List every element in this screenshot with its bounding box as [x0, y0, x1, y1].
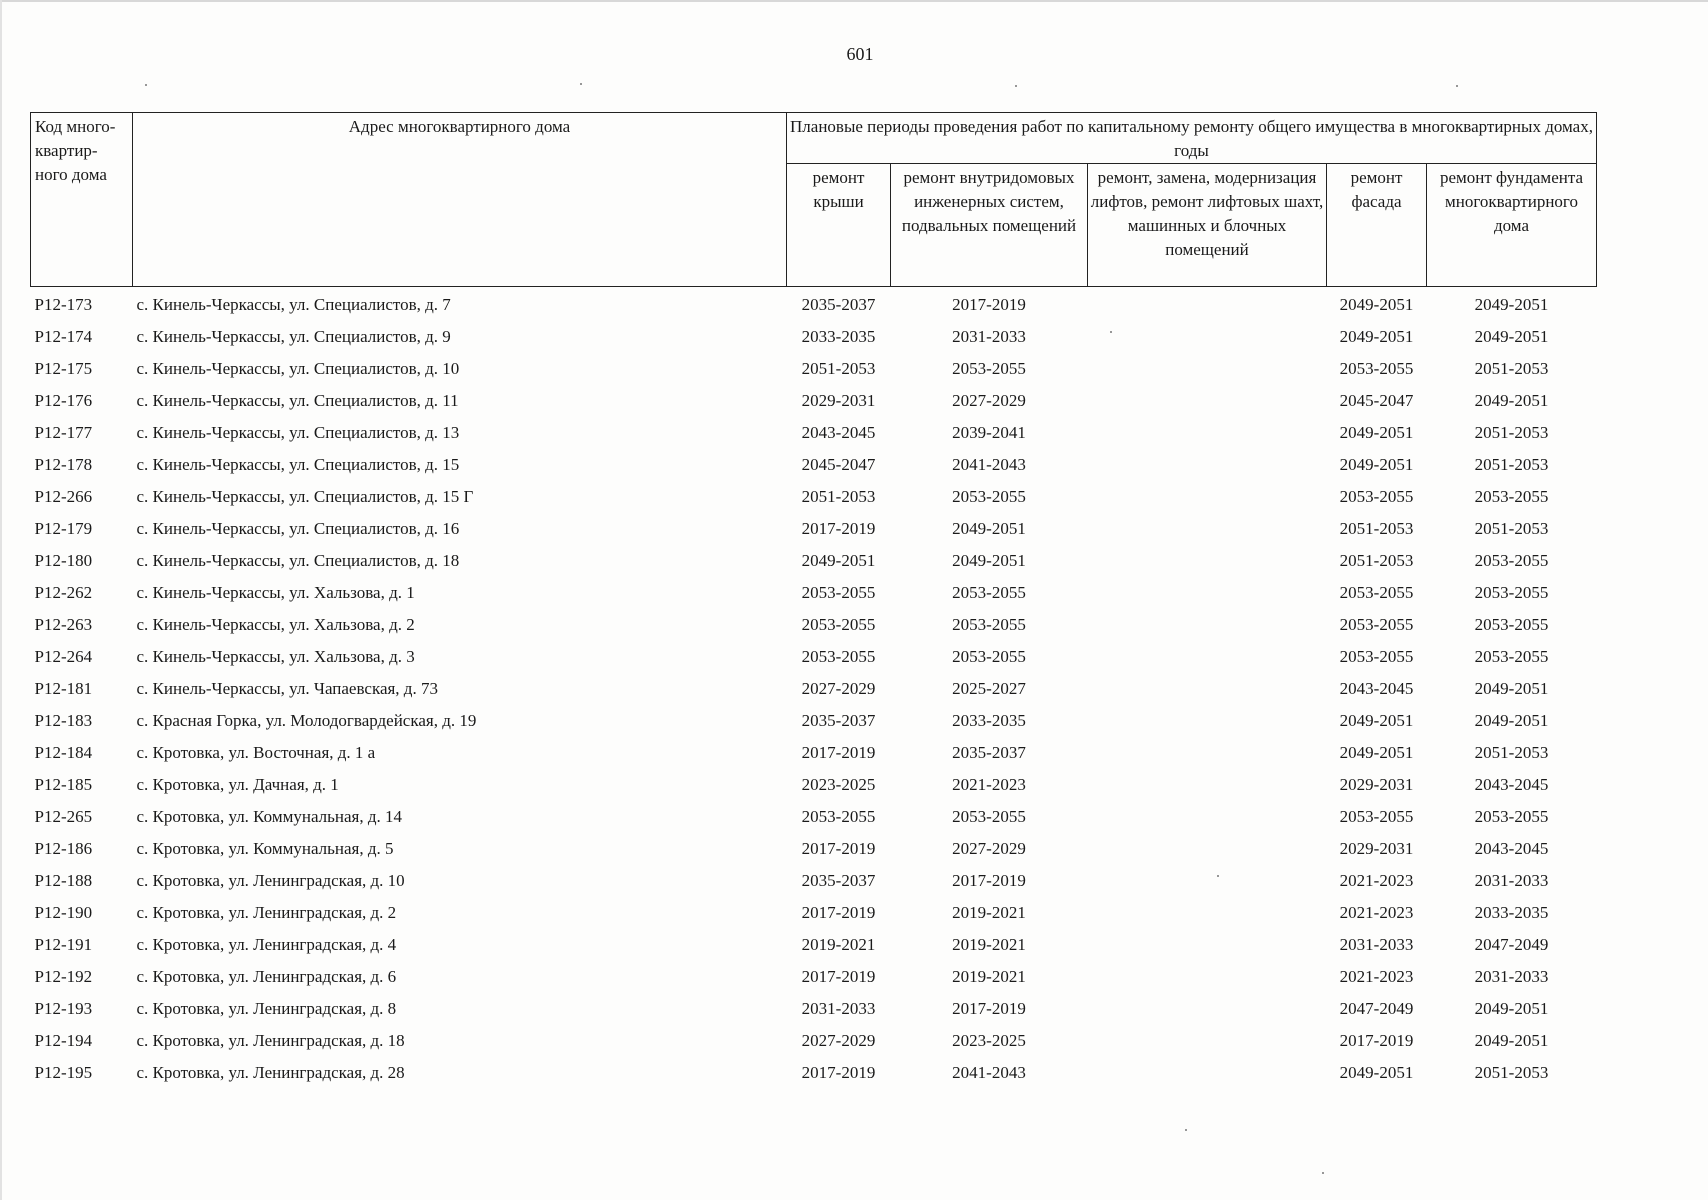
cell-code: P12-192	[34, 967, 93, 986]
cell-lifts	[1088, 897, 1327, 929]
cell-roof: 2035-2037	[801, 711, 876, 730]
cell-engineering: 2019-2021	[952, 903, 1026, 922]
cell-facade: 2029-2031	[1339, 839, 1414, 858]
cell-address: с. Кинель-Черкассы, ул. Специалистов, д. 13	[136, 423, 460, 442]
table-row	[31, 641, 1597, 673]
cell-lifts	[1088, 641, 1327, 673]
cell-foundation: 2053-2055	[1474, 615, 1549, 634]
cell-foundation: 2043-2045	[1474, 839, 1549, 858]
cell-roof: 2017-2019	[801, 967, 876, 986]
cell-address: с. Кинель-Черкассы, ул. Специалистов, д. 7	[136, 295, 451, 314]
cell-lifts	[1088, 801, 1327, 833]
cell-facade: 2049-2051	[1339, 455, 1414, 474]
table-row	[31, 833, 1597, 865]
cell-lifts	[1088, 769, 1327, 801]
cell-facade: 2029-2031	[1339, 775, 1414, 794]
cell-address: с. Кротовка, ул. Дачная, д. 1	[136, 775, 339, 794]
cell-code: P12-176	[34, 391, 93, 410]
cell-roof: 2031-2033	[801, 999, 876, 1018]
cell-facade: 2053-2055	[1339, 807, 1414, 826]
cell-roof: 2053-2055	[801, 807, 876, 826]
cell-code: P12-191	[34, 935, 93, 954]
cell-address: с. Кинель-Черкассы, ул. Хальзова, д. 2	[136, 615, 415, 634]
cell-engineering: 2053-2055	[952, 615, 1026, 634]
cell-address: с. Кинель-Черкассы, ул. Специалистов, д. 18	[136, 551, 460, 570]
cell-lifts	[1088, 1025, 1327, 1057]
cell-address: с. Кинель-Черкассы, ул. Специалистов, д. 10	[136, 359, 460, 378]
cell-lifts	[1088, 993, 1327, 1025]
scan-speck	[580, 83, 582, 85]
cell-code: P12-177	[34, 423, 93, 442]
cell-address: с. Кротовка, ул. Ленинградская, д. 10	[136, 871, 405, 890]
cell-lifts	[1088, 545, 1327, 577]
header-code: Код много-квартир-ного дома	[31, 113, 133, 287]
cell-facade: 2043-2045	[1339, 679, 1414, 698]
cell-address: с. Кротовка, ул. Коммунальная, д. 14	[136, 807, 403, 826]
cell-lifts	[1088, 385, 1327, 417]
cell-lifts	[1088, 1057, 1327, 1089]
cell-foundation: 2051-2053	[1474, 519, 1549, 538]
cell-code: P12-264	[34, 647, 93, 666]
cell-lifts	[1088, 705, 1327, 737]
cell-lifts	[1088, 417, 1327, 449]
cell-code: P12-174	[34, 327, 93, 346]
cell-foundation: 2031-2033	[1474, 871, 1549, 890]
cell-engineering: 2039-2041	[952, 423, 1026, 442]
cell-lifts	[1088, 287, 1327, 322]
table-row	[31, 769, 1597, 801]
cell-lifts	[1088, 321, 1327, 353]
header-lifts: ремонт, замена, модернизация лифтов, ремонт лифтовых шахт, машинных и блочных помещений	[1088, 164, 1327, 287]
cell-foundation: 2049-2051	[1474, 999, 1549, 1018]
scan-edge-left	[0, 0, 2, 1200]
cell-foundation: 2053-2055	[1474, 583, 1549, 602]
table-row	[31, 865, 1597, 897]
cell-lifts	[1088, 865, 1327, 897]
page-number: 601	[846, 44, 874, 64]
cell-code: P12-188	[34, 871, 93, 890]
cell-roof: 2019-2021	[801, 935, 876, 954]
cell-roof: 2017-2019	[801, 839, 876, 858]
cell-engineering: 2053-2055	[952, 359, 1026, 378]
table-row	[31, 353, 1597, 385]
cell-address: с. Кинель-Черкассы, ул. Специалистов, д. 9	[136, 327, 451, 346]
cell-roof: 2017-2019	[801, 1063, 876, 1082]
cell-engineering: 2019-2021	[952, 967, 1026, 986]
cell-foundation: 2049-2051	[1474, 679, 1549, 698]
cell-roof: 2053-2055	[801, 647, 876, 666]
cell-roof: 2051-2053	[801, 359, 876, 378]
cell-engineering: 2053-2055	[952, 487, 1026, 506]
cell-engineering: 2041-2043	[952, 1063, 1026, 1082]
table-row	[31, 897, 1597, 929]
cell-address: с. Кинель-Черкассы, ул. Специалистов, д. 15	[136, 455, 460, 474]
header-roof: ремонт крыши	[787, 164, 891, 287]
cell-code: P12-185	[34, 775, 93, 794]
table-row	[31, 287, 1597, 322]
cell-code: P12-184	[34, 743, 93, 762]
cell-address: с. Кинель-Черкассы, ул. Хальзова, д. 1	[136, 583, 415, 602]
cell-lifts	[1088, 737, 1327, 769]
cell-foundation: 2049-2051	[1474, 711, 1549, 730]
cell-foundation: 2053-2055	[1474, 807, 1549, 826]
cell-engineering: 2031-2033	[952, 327, 1026, 346]
cell-address: с. Кинель-Черкассы, ул. Хальзова, д. 3	[136, 647, 415, 666]
cell-engineering: 2053-2055	[952, 647, 1026, 666]
scan-speck	[1015, 85, 1017, 87]
cell-roof: 2051-2053	[801, 487, 876, 506]
cell-facade: 2051-2053	[1339, 551, 1414, 570]
cell-code: P12-263	[34, 615, 93, 634]
cell-engineering: 2049-2051	[952, 551, 1026, 570]
cell-code: P12-173	[34, 295, 93, 314]
cell-address: с. Кротовка, ул. Ленинградская, д. 8	[136, 999, 397, 1018]
cell-engineering: 2017-2019	[952, 295, 1026, 314]
cell-facade: 2047-2049	[1339, 999, 1414, 1018]
table-row	[31, 577, 1597, 609]
cell-address: с. Кинель-Черкассы, ул. Специалистов, д. 11	[136, 391, 459, 410]
cell-foundation: 2043-2045	[1474, 775, 1549, 794]
cell-facade: 2049-2051	[1339, 711, 1414, 730]
cell-roof: 2053-2055	[801, 615, 876, 634]
cell-address: с. Красная Горка, ул. Молодогвардейская, д. 19	[136, 711, 477, 730]
cell-lifts	[1088, 449, 1327, 481]
cell-code: P12-175	[34, 359, 93, 378]
cell-facade: 2021-2023	[1339, 967, 1414, 986]
table-row	[31, 961, 1597, 993]
cell-facade: 2051-2053	[1339, 519, 1414, 538]
table-row	[31, 481, 1597, 513]
cell-engineering: 2053-2055	[952, 807, 1026, 826]
cell-facade: 2021-2023	[1339, 871, 1414, 890]
table-row	[31, 801, 1597, 833]
cell-roof: 2029-2031	[801, 391, 876, 410]
cell-foundation: 2053-2055	[1474, 487, 1549, 506]
cell-foundation: 2049-2051	[1474, 1031, 1549, 1050]
cell-engineering: 2027-2029	[952, 391, 1026, 410]
cell-engineering: 2023-2025	[952, 1031, 1026, 1050]
cell-address: с. Кротовка, ул. Восточная, д. 1 а	[136, 743, 376, 762]
cell-roof: 2017-2019	[801, 519, 876, 538]
cell-roof: 2053-2055	[801, 583, 876, 602]
cell-address: с. Кротовка, ул. Коммунальная, д. 5	[136, 839, 394, 858]
cell-roof: 2017-2019	[801, 743, 876, 762]
cell-foundation: 2031-2033	[1474, 967, 1549, 986]
table-row	[31, 321, 1597, 353]
cell-foundation: 2033-2035	[1474, 903, 1549, 922]
header-periods: Плановые периоды проведения работ по капитальному ремонту общего имущества в многоквартирных домах, годы	[787, 113, 1597, 164]
cell-foundation: 2049-2051	[1474, 391, 1549, 410]
cell-code: P12-178	[34, 455, 93, 474]
cell-code: P12-193	[34, 999, 93, 1018]
cell-roof: 2023-2025	[801, 775, 876, 794]
cell-foundation: 2053-2055	[1474, 551, 1549, 570]
cell-facade: 2053-2055	[1339, 359, 1414, 378]
cell-facade: 2049-2051	[1339, 295, 1414, 314]
header-foundation: ремонт фундамента многоквартирного дома	[1427, 164, 1597, 287]
table-body	[31, 287, 1597, 1090]
cell-engineering: 2049-2051	[952, 519, 1026, 538]
cell-foundation: 2051-2053	[1474, 1063, 1549, 1082]
table-row	[31, 737, 1597, 769]
cell-address: с. Кротовка, ул. Ленинградская, д. 6	[136, 967, 397, 986]
header-row-top	[31, 113, 1597, 164]
cell-lifts	[1088, 833, 1327, 865]
cell-foundation: 2049-2051	[1474, 327, 1549, 346]
cell-engineering: 2021-2023	[952, 775, 1026, 794]
cell-code: P12-190	[34, 903, 93, 922]
cell-facade: 2049-2051	[1339, 743, 1414, 762]
cell-roof: 2027-2029	[801, 679, 876, 698]
cell-engineering: 2041-2043	[952, 455, 1026, 474]
cell-address: с. Кротовка, ул. Ленинградская, д. 2	[136, 903, 397, 922]
cell-facade: 2021-2023	[1339, 903, 1414, 922]
capital-repair-table	[30, 112, 1597, 1089]
table-row	[31, 929, 1597, 961]
cell-roof: 2033-2035	[801, 327, 876, 346]
table-row	[31, 545, 1597, 577]
cell-lifts	[1088, 961, 1327, 993]
cell-foundation: 2051-2053	[1474, 423, 1549, 442]
cell-roof: 2027-2029	[801, 1031, 876, 1050]
cell-foundation: 2047-2049	[1474, 935, 1549, 954]
cell-address: с. Кротовка, ул. Ленинградская, д. 28	[136, 1063, 405, 1082]
cell-foundation: 2051-2053	[1474, 743, 1549, 762]
cell-address: с. Кинель-Черкассы, ул. Специалистов, д. 15 Г	[136, 487, 474, 506]
cell-engineering: 2025-2027	[952, 679, 1026, 698]
cell-facade: 2053-2055	[1339, 487, 1414, 506]
cell-engineering: 2017-2019	[952, 871, 1026, 890]
cell-facade: 2017-2019	[1339, 1031, 1414, 1050]
cell-facade: 2049-2051	[1339, 1063, 1414, 1082]
table-row	[31, 385, 1597, 417]
cell-facade: 2053-2055	[1339, 615, 1414, 634]
cell-foundation: 2049-2051	[1474, 295, 1549, 314]
cell-facade: 2049-2051	[1339, 423, 1414, 442]
cell-facade: 2053-2055	[1339, 583, 1414, 602]
cell-code: P12-181	[34, 679, 93, 698]
cell-lifts	[1088, 673, 1327, 705]
table-row	[31, 993, 1597, 1025]
cell-lifts	[1088, 577, 1327, 609]
cell-roof: 2017-2019	[801, 903, 876, 922]
header-address: Адрес многоквартирного дома	[133, 113, 787, 287]
cell-code: P12-194	[34, 1031, 93, 1050]
cell-lifts	[1088, 929, 1327, 961]
cell-lifts	[1088, 609, 1327, 641]
header-facade: ремонт фасада	[1327, 164, 1427, 287]
table-row	[31, 673, 1597, 705]
cell-engineering: 2019-2021	[952, 935, 1026, 954]
cell-lifts	[1088, 353, 1327, 385]
cell-code: P12-180	[34, 551, 93, 570]
cell-code: P12-265	[34, 807, 93, 826]
cell-foundation: 2053-2055	[1474, 647, 1549, 666]
cell-roof: 2045-2047	[801, 455, 876, 474]
cell-facade: 2049-2051	[1339, 327, 1414, 346]
table-row	[31, 513, 1597, 545]
cell-roof: 2049-2051	[801, 551, 876, 570]
cell-facade: 2031-2033	[1339, 935, 1414, 954]
scan-speck	[1456, 85, 1458, 87]
cell-address: с. Кротовка, ул. Ленинградская, д. 18	[136, 1031, 405, 1050]
cell-address: с. Кинель-Черкассы, ул. Чапаевская, д. 73	[136, 679, 438, 698]
scan-edge-top	[0, 0, 1708, 2]
cell-code: P12-186	[34, 839, 93, 858]
scan-speck	[145, 84, 147, 86]
cell-foundation: 2051-2053	[1474, 359, 1549, 378]
cell-code: P12-179	[34, 519, 93, 538]
cell-code: P12-262	[34, 583, 93, 602]
cell-code: P12-266	[34, 487, 93, 506]
cell-roof: 2035-2037	[801, 295, 876, 314]
table-row	[31, 417, 1597, 449]
cell-engineering: 2035-2037	[952, 743, 1026, 762]
cell-engineering: 2027-2029	[952, 839, 1026, 858]
cell-engineering: 2053-2055	[952, 583, 1026, 602]
scan-speck	[1185, 1129, 1187, 1131]
table-row	[31, 1025, 1597, 1057]
cell-engineering: 2033-2035	[952, 711, 1026, 730]
table-row	[31, 609, 1597, 641]
scan-speck	[1322, 1172, 1324, 1174]
cell-address: с. Кинель-Черкассы, ул. Специалистов, д. 16	[136, 519, 460, 538]
cell-engineering: 2017-2019	[952, 999, 1026, 1018]
cell-foundation: 2051-2053	[1474, 455, 1549, 474]
cell-roof: 2035-2037	[801, 871, 876, 890]
cell-address: с. Кротовка, ул. Ленинградская, д. 4	[136, 935, 397, 954]
cell-roof: 2043-2045	[801, 423, 876, 442]
table-row	[31, 1057, 1597, 1089]
cell-code: P12-183	[34, 711, 93, 730]
cell-lifts	[1088, 513, 1327, 545]
cell-code: P12-195	[34, 1063, 93, 1082]
cell-lifts	[1088, 481, 1327, 513]
table-row	[31, 705, 1597, 737]
cell-facade: 2053-2055	[1339, 647, 1414, 666]
table-row	[31, 449, 1597, 481]
header-engineering: ремонт внутридомовых инженерных систем, подвальных помещений	[891, 164, 1088, 287]
cell-facade: 2045-2047	[1339, 391, 1414, 410]
